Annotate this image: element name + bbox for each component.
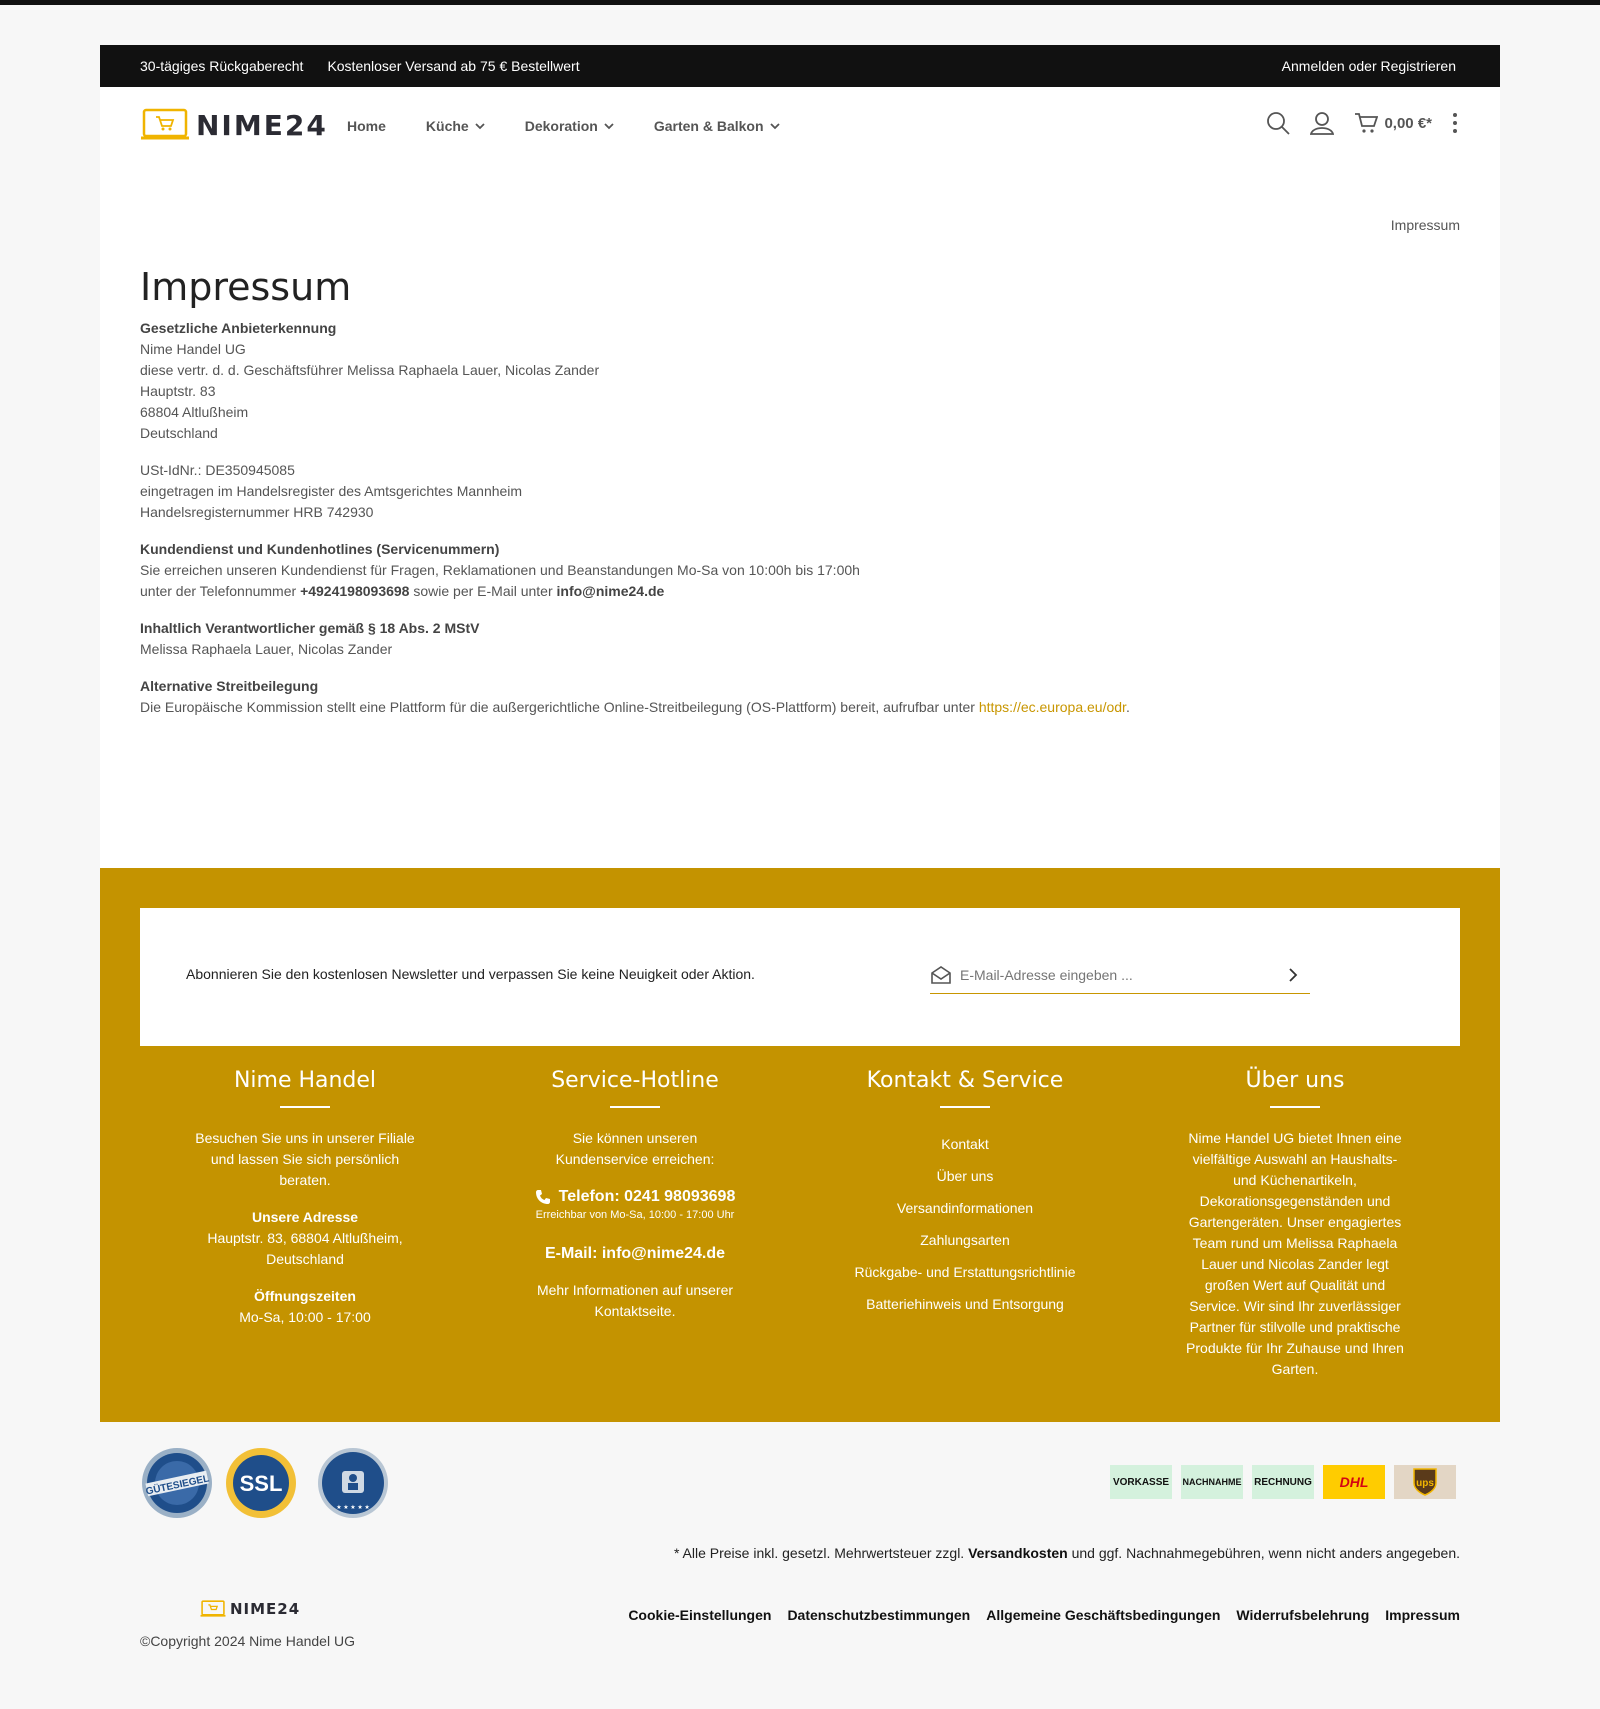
footer-link-kontakt[interactable]: Kontakt bbox=[941, 1136, 989, 1152]
section-anbieterkennung bbox=[140, 318, 1460, 444]
heading-underline bbox=[1270, 1106, 1320, 1108]
main-nav bbox=[347, 118, 820, 134]
account-icon[interactable] bbox=[1310, 111, 1334, 135]
guetesiegel-badge[interactable] bbox=[140, 1446, 214, 1520]
footer-text: Besuchen Sie uns in unserer Filiale und lassen Sie sich persönlich beraten. bbox=[195, 1130, 415, 1188]
main-container bbox=[100, 87, 1500, 868]
payment-nachnahme: NACHNAHME bbox=[1181, 1465, 1243, 1499]
chevron-down-icon bbox=[604, 123, 614, 130]
footer-logo[interactable] bbox=[200, 1600, 300, 1618]
footer-col-nime-handel bbox=[140, 1066, 470, 1380]
nav-kueche[interactable]: Küche bbox=[426, 118, 485, 134]
text-line: diese vertr. d. d. Geschäftsführer Melissa Raphaela Lauer, Nicolas Zander bbox=[140, 362, 600, 378]
link-widerruf[interactable]: Widerrufsbelehrung bbox=[1236, 1607, 1370, 1623]
vat-notice: * Alle Preise inkl. gesetzl. Mehrwertsteuer zzgl. Versandkosten und ggf. Nachnahmegebühren, wenn nicht anders angegeben. bbox=[673, 1545, 1460, 1561]
section-heading: Alternative Streitbeilegung bbox=[140, 678, 319, 694]
shipping-dhl-logo: DHL bbox=[1323, 1465, 1385, 1499]
footer-col-service-hotline bbox=[470, 1066, 800, 1380]
shipping-costs-link[interactable]: Versandkosten bbox=[968, 1545, 1068, 1561]
nav-home[interactable]: Home bbox=[347, 118, 386, 134]
trust-seals bbox=[140, 1446, 400, 1520]
cart-total: 0,00 €* bbox=[1384, 114, 1432, 132]
footer-heading: Über uns bbox=[1245, 1068, 1345, 1093]
legal-links bbox=[612, 1607, 1460, 1623]
footer-heading: Nime Handel bbox=[233, 1068, 377, 1093]
heading-underline bbox=[940, 1106, 990, 1108]
ssl-badge[interactable] bbox=[224, 1446, 298, 1520]
breadcrumb[interactable]: Impressum bbox=[1390, 217, 1460, 233]
mail-icon bbox=[930, 965, 952, 985]
footer-link-zahlung[interactable]: Zahlungsarten bbox=[920, 1232, 1010, 1248]
cart-icon bbox=[1354, 112, 1378, 134]
login-register-link[interactable]: Anmelden oder Registrieren bbox=[1281, 58, 1456, 74]
section-heading: Inhaltlich Verantwortlicher gemäß § 18 Abs. 2 MStV bbox=[140, 620, 480, 636]
link-agb[interactable]: Allgemeine Geschäftsbedingungen bbox=[986, 1607, 1221, 1623]
submit-arrow-icon[interactable] bbox=[1288, 967, 1298, 983]
logo[interactable] bbox=[140, 108, 328, 142]
hotline-phone[interactable]: Telefon: 0241 98093698 bbox=[470, 1186, 800, 1207]
newsletter-box bbox=[140, 908, 1460, 1046]
footer-logo-text: NIME24 bbox=[230, 1600, 301, 1618]
shopauskunft-badge[interactable] bbox=[316, 1446, 390, 1520]
copyright: ©Copyright 2024 Nime Handel UG bbox=[140, 1633, 355, 1649]
footer-col-kontakt-service bbox=[800, 1066, 1130, 1380]
footer-heading: Service-Hotline bbox=[551, 1068, 719, 1093]
heading-underline bbox=[280, 1106, 330, 1108]
section-verantwortlicher bbox=[140, 618, 1460, 660]
payment-methods bbox=[1101, 1465, 1456, 1499]
footer-text: Sie können unseren Kundenservice erreichen: bbox=[555, 1130, 715, 1167]
section-register bbox=[140, 460, 1460, 523]
footer-col-ueber-uns bbox=[1130, 1066, 1460, 1380]
logo-text: NIME24 bbox=[196, 108, 328, 142]
cart-logo-icon bbox=[200, 1600, 226, 1618]
svg-text:★ ★ ★ ★ ★: ★ ★ ★ ★ ★ bbox=[336, 1505, 370, 1511]
phone-icon bbox=[535, 1189, 551, 1205]
header-actions bbox=[1246, 111, 1458, 135]
footer-link-ueber-uns[interactable]: Über uns bbox=[936, 1168, 994, 1184]
footer-link-versand[interactable]: Versandinformationen bbox=[896, 1200, 1034, 1216]
text-line: Sie erreichen unseren Kundendienst für Fragen, Reklamationen und Beanstandungen Mo-Sa von 10:00h bis 17:00h bbox=[140, 562, 860, 578]
top-bar bbox=[100, 45, 1500, 87]
svg-text:SSL: SSL bbox=[239, 1471, 283, 1496]
heading-underline bbox=[610, 1106, 660, 1108]
section-heading: Gesetzliche Anbieterkennung bbox=[140, 320, 337, 336]
service-links bbox=[800, 1128, 1130, 1320]
nav-dekoration[interactable]: Dekoration bbox=[525, 118, 614, 134]
about-text: Nime Handel UG bietet Ihnen eine vielfältige Auswahl an Haushalts- und Küchenartikeln, Dekorationsgegenständen und Gartengeräten. Unser engagiertes Team rund um Melissa Raphaela Lauer und Nicolas Zander legt großen Wert auf Qualität und Service. Wir sind Ihr zuverlässiger Partner für stilvolle und praktische Produkte für Ihr Zuhause und Ihren Garten. bbox=[1186, 1130, 1404, 1377]
address-block: Unsere Adresse Hauptstr. 83, 68804 Altlußheim, Deutschland bbox=[207, 1209, 403, 1267]
returns-info: 30-tägiges Rückgaberecht bbox=[140, 58, 304, 74]
footer-link-batterie[interactable]: Batteriehinweis und Entsorgung bbox=[866, 1296, 1064, 1312]
page-title: Impressum bbox=[140, 265, 352, 309]
footer bbox=[100, 868, 1500, 1422]
impressum-content bbox=[140, 262, 1460, 734]
search-icon[interactable] bbox=[1266, 111, 1290, 135]
email-address: info@nime24.de bbox=[556, 583, 665, 599]
chevron-down-icon bbox=[770, 123, 780, 130]
phone-number: +4924198093698 bbox=[300, 583, 410, 599]
opening-hours: Öffnungszeiten Mo-Sa, 10:00 - 17:00 bbox=[239, 1288, 371, 1325]
text-line: Nime Handel UG bbox=[140, 341, 246, 357]
text-line: Hauptstr. 83 bbox=[140, 383, 216, 399]
newsletter-email-input[interactable] bbox=[960, 967, 1250, 983]
payment-rechnung: RECHNUNG bbox=[1252, 1465, 1314, 1499]
text-line: 68804 Altlußheim bbox=[140, 404, 249, 420]
section-streitbeilegung: Alternative Streitbeilegung Die Europäische Kommission stellt eine Plattform für die außergerichtliche Online-Streitbeilegung (OS-Plattform) bereit, aufrufbar unter https://ec.europa.eu/odr. bbox=[140, 678, 1130, 715]
more-menu-icon[interactable] bbox=[1452, 112, 1458, 134]
svg-text:ups: ups bbox=[1416, 1478, 1434, 1489]
link-impressum[interactable]: Impressum bbox=[1385, 1607, 1460, 1623]
newsletter-text: Abonnieren Sie den kostenlosen Newsletter und verpassen Sie keine Neuigkeit oder Aktion. bbox=[186, 966, 755, 982]
text-line: USt-IdNr.: DE350945085 bbox=[140, 462, 295, 478]
payment-vorkasse: VORKASSE bbox=[1110, 1465, 1172, 1499]
cart-button[interactable] bbox=[1354, 112, 1432, 134]
newsletter-form bbox=[930, 956, 1310, 994]
footer-link-rueckgabe[interactable]: Rückgabe- und Erstattungsrichtlinie bbox=[854, 1264, 1076, 1280]
footer-columns bbox=[140, 1066, 1460, 1380]
cart-logo-icon bbox=[140, 108, 190, 142]
shipping-info: Kostenloser Versand ab 75 € Bestellwert bbox=[327, 58, 580, 74]
section-kundendienst: Kundendienst und Kundenhotlines (Servicenummern) Sie erreichen unseren Kundendienst für Fragen, Reklamationen und Beanstandungen Mo-Sa von 10:00h bis 17:00h unter der Telefonnummer +4924198093698 sowie per E-Mail unter info@nime24.de bbox=[140, 541, 860, 599]
top-border bbox=[0, 0, 1600, 5]
text-line: Melissa Raphaela Lauer, Nicolas Zander bbox=[140, 641, 393, 657]
footer-heading: Kontakt & Service bbox=[866, 1068, 1064, 1093]
odr-link[interactable]: https://ec.europa.eu/odr bbox=[978, 699, 1126, 715]
chevron-down-icon bbox=[475, 123, 485, 130]
hotline-hours: Erreichbar von Mo-Sa, 10:00 - 17:00 Uhr bbox=[535, 1209, 735, 1221]
text-line: eingetragen im Handelsregister des Amtsgerichtes Mannheim bbox=[140, 483, 523, 499]
contact-page-info[interactable]: Mehr Informationen auf unserer Kontaktseite. bbox=[536, 1282, 734, 1319]
section-heading: Kundendienst und Kundenhotlines (Servicenummern) bbox=[140, 541, 500, 557]
hotline-email[interactable]: E-Mail: info@nime24.de bbox=[544, 1245, 726, 1262]
text-line: Handelsregisternummer HRB 742930 bbox=[140, 504, 374, 520]
nav-garten-balkon[interactable]: Garten & Balkon bbox=[654, 118, 780, 134]
link-cookie-settings[interactable]: Cookie-Einstellungen bbox=[628, 1607, 772, 1623]
link-datenschutz[interactable]: Datenschutzbestimmungen bbox=[787, 1607, 971, 1623]
text-line: Deutschland bbox=[140, 425, 218, 441]
svg-text:GÜTESIEGEL: GÜTESIEGEL bbox=[144, 1473, 211, 1498]
shipping-ups-logo bbox=[1394, 1465, 1456, 1499]
